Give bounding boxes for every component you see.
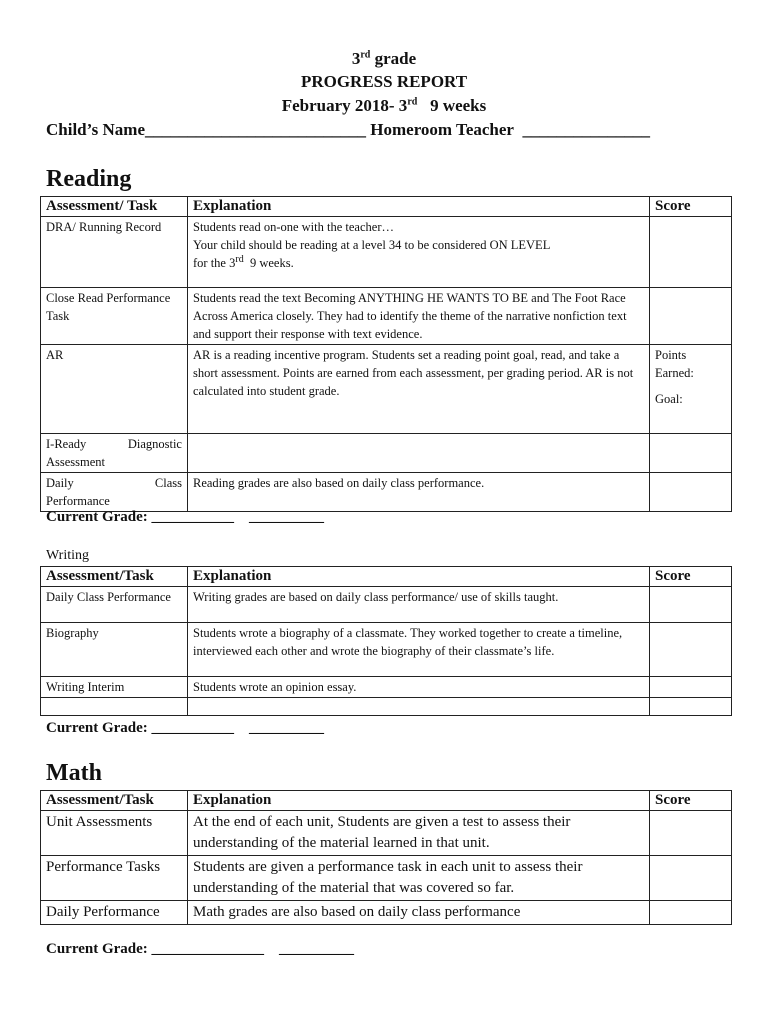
score-cell[interactable] <box>650 677 732 698</box>
score-cell[interactable] <box>650 623 732 677</box>
explanation-cell: Students read on-one with the teacher… Your child should be reading at a level 34 to be considered ON LEVEL for the 3rd 9 weeks. <box>188 217 650 288</box>
writing-table <box>40 566 732 716</box>
explanation-cell: Writing grades are based on daily class performance/ use of skills taught. <box>188 587 650 623</box>
table-header-row <box>41 197 732 217</box>
math-current-grade <box>46 941 354 958</box>
current-grade-field[interactable]: ___________ <box>151 509 235 525</box>
table-header-row <box>41 567 732 587</box>
table-row <box>41 811 732 856</box>
writing-current-grade <box>46 720 324 737</box>
explanation-cell: At the end of each unit, Students are given a test to assess their understanding of the material learned in that unit. <box>188 811 650 856</box>
table-row <box>41 901 732 925</box>
score-cell[interactable] <box>650 217 732 288</box>
table-row <box>41 217 732 288</box>
table-header-row <box>41 791 732 811</box>
current-grade-label: Current Grade: <box>46 941 148 957</box>
current-grade-label: Current Grade: <box>46 509 148 525</box>
table-row <box>41 677 732 698</box>
goal-label: Goal: <box>655 392 683 406</box>
math-heading: Math <box>46 760 102 786</box>
table-row <box>41 473 732 512</box>
column-header: Assessment/ Task <box>41 197 188 217</box>
homeroom-label: Homeroom Teacher <box>370 120 514 139</box>
child-name-label: Child’s Name <box>46 120 146 139</box>
table-row <box>41 587 732 623</box>
score-cell[interactable] <box>650 587 732 623</box>
explanation-cell: Reading grades are also based on daily class performance. <box>188 473 650 512</box>
column-header: Assessment/Task <box>41 791 188 811</box>
task-cell: Writing Interim <box>41 677 188 698</box>
column-header: Explanation <box>188 567 650 587</box>
math-table <box>40 790 732 925</box>
explanation-cell <box>188 434 650 473</box>
table-row <box>41 345 732 434</box>
table-row <box>41 856 732 901</box>
score-cell[interactable] <box>650 345 732 434</box>
reading-current-grade <box>46 509 324 526</box>
task-cell: Daily Performance <box>41 901 188 925</box>
current-grade-field[interactable]: __________ <box>249 720 325 736</box>
explanation-cell: Math grades are also based on daily class performance <box>188 901 650 925</box>
explanation-cell: AR is a reading incentive program. Students set a reading point goal, read, and take a short assessment. Points are earned from each assessment, per grading period. AR is not calculated into student grade. <box>188 345 650 434</box>
task-cell: Unit Assessments <box>41 811 188 856</box>
current-grade-field[interactable]: __________ <box>249 509 325 525</box>
table-row <box>41 623 732 677</box>
table-row <box>41 434 732 473</box>
reading-table <box>40 196 732 512</box>
task-cell: AR <box>41 345 188 434</box>
report-title: PROGRESS REPORT <box>300 72 468 91</box>
column-header: Explanation <box>188 791 650 811</box>
column-header: Explanation <box>188 197 650 217</box>
task-cell: Close Read Performance Task <box>41 288 188 345</box>
column-header: Score <box>650 567 732 587</box>
child-name-field[interactable]: __________________________ <box>145 120 367 139</box>
task-cell: I-Ready Diagnostic Assessment <box>41 434 188 473</box>
column-header: Score <box>650 791 732 811</box>
task-cell: Performance Tasks <box>41 856 188 901</box>
table-row <box>41 698 732 716</box>
points-earned-label: Points Earned: <box>655 348 694 380</box>
explanation-cell: Students are given a performance task in each unit to assess their understanding of the material that was covered so far. <box>188 856 650 901</box>
current-grade-field[interactable]: __________ <box>279 941 355 957</box>
task-cell: Daily Class Performance <box>41 473 188 512</box>
score-cell[interactable] <box>650 698 732 716</box>
task-cell: Daily Class Performance <box>41 587 188 623</box>
score-cell[interactable] <box>650 434 732 473</box>
reading-heading: Reading <box>46 166 132 192</box>
task-cell: Biography <box>41 623 188 677</box>
child-name-line <box>46 120 650 140</box>
column-header: Score <box>650 197 732 217</box>
score-cell[interactable] <box>650 811 732 856</box>
grade-title: 3rd grade <box>351 49 417 68</box>
current-grade-field[interactable]: _______________ <box>151 941 265 957</box>
explanation-cell: Students read the text Becoming ANYTHING HE WANTS TO BE and The Foot Race Across America closely. They had to identify the theme of the narrative nonfiction text and support their response with text evidence. <box>188 288 650 345</box>
task-cell <box>41 698 188 716</box>
score-cell[interactable] <box>650 473 732 512</box>
table-row <box>41 288 732 345</box>
column-header: Assessment/Task <box>41 567 188 587</box>
score-cell[interactable] <box>650 288 732 345</box>
explanation-cell: Students wrote a biography of a classmate. They worked together to create a timeline, interviewed each other and wrote the biography of their classmate’s life. <box>188 623 650 677</box>
current-grade-label: Current Grade: <box>46 720 148 736</box>
score-cell[interactable] <box>650 856 732 901</box>
task-cell: DRA/ Running Record <box>41 217 188 288</box>
explanation-cell <box>188 698 650 716</box>
writing-heading: Writing <box>46 548 89 563</box>
report-period: February 2018- 3rd 9 weeks <box>281 96 487 115</box>
score-cell[interactable] <box>650 901 732 925</box>
explanation-cell: Students wrote an opinion essay. <box>188 677 650 698</box>
homeroom-field[interactable]: _______________ <box>522 120 650 139</box>
current-grade-field[interactable]: ___________ <box>151 720 235 736</box>
